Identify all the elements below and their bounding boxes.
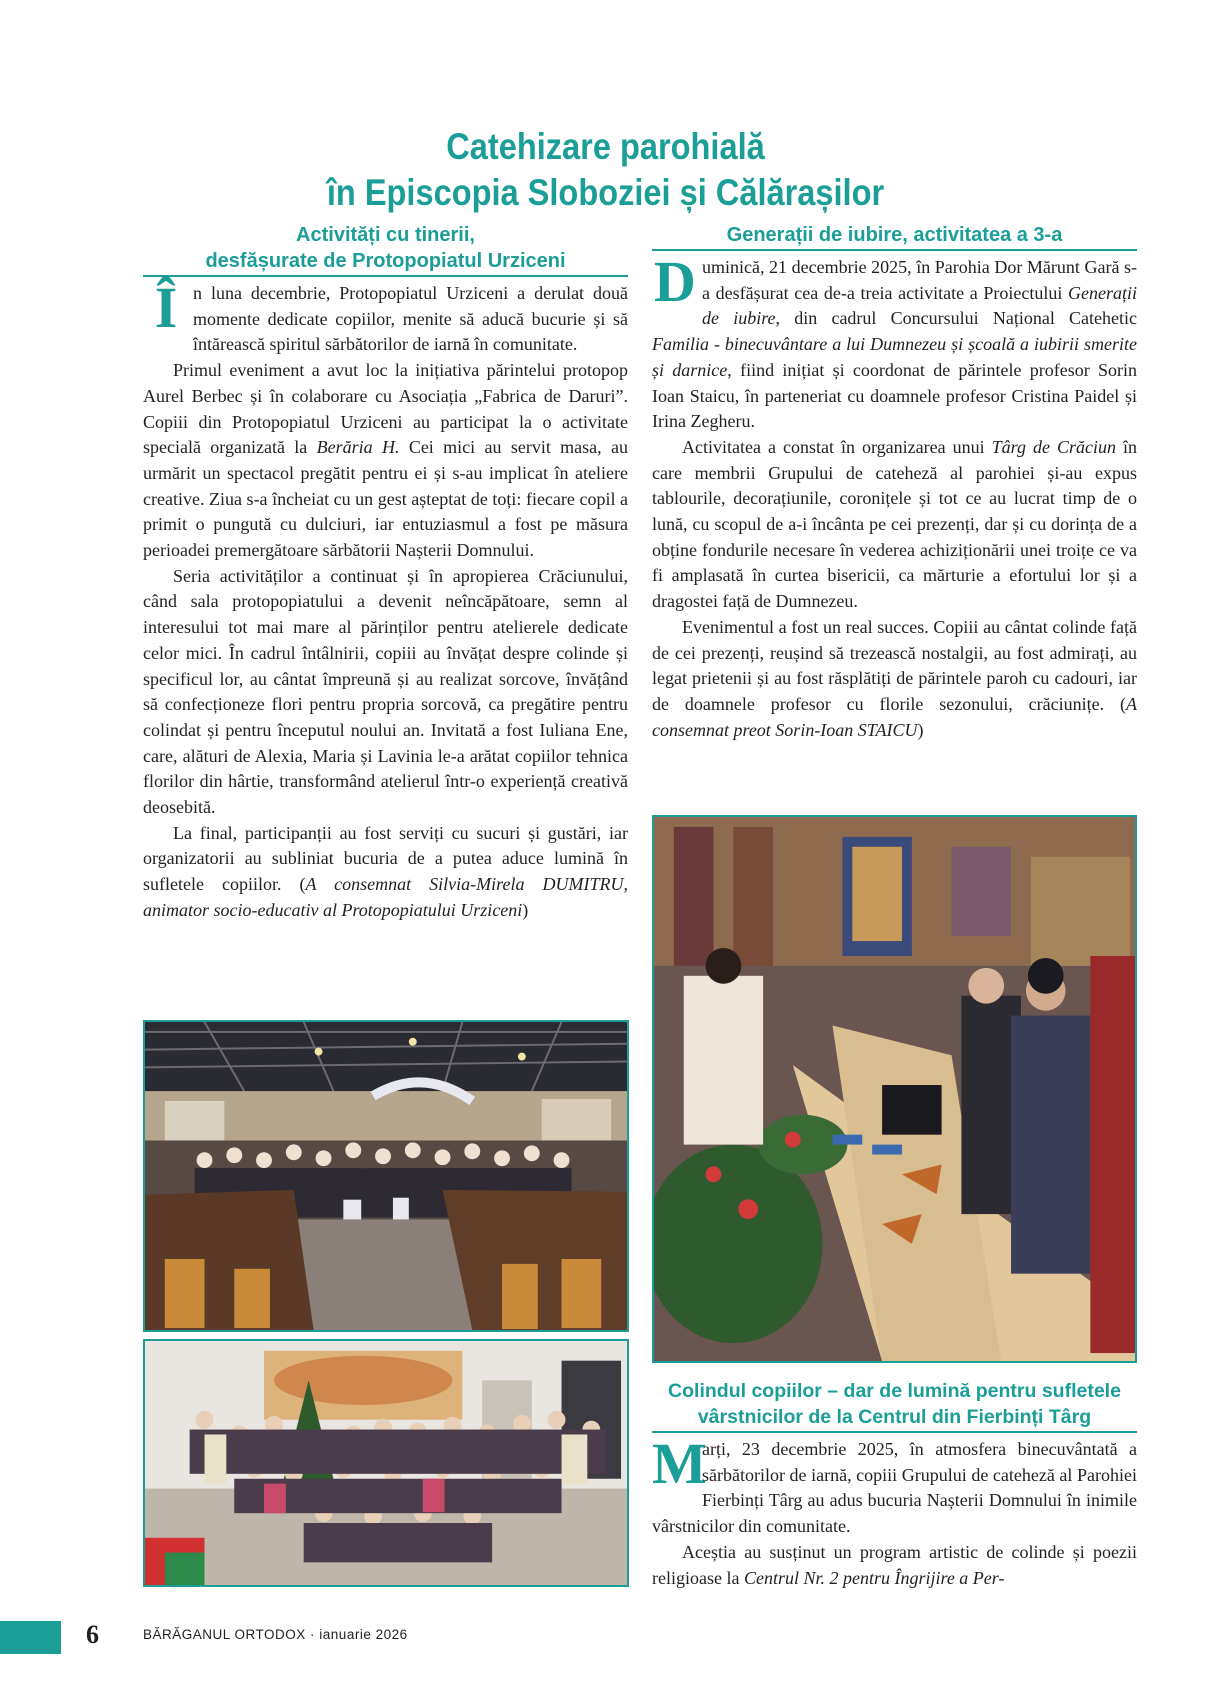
italic-text: Berăria H.: [316, 437, 400, 458]
dropcap: D: [654, 249, 696, 314]
page-number: 6: [86, 1620, 99, 1649]
paragraph-text: Evenimentul a fost un real succes. Copiii au cântat colinde față de cei prezenți, reușind să trezească nostalgii, au fost admirați, au legat prietenii și au fost răsplătiți de părintele paroh cu cadouri, iar de doamnele profesor cu florile sezonului, crăciunițe. (: [652, 616, 1137, 714]
paragraph-text: în care membrii Grupului de cateheză al parohiei și-au expus tablourile, decorațiunile, coronițele și tot ce au lucrat timp de o lună, cu scopul de a-i încânta pe cei prezenți, dar și cu dorința de a obține fondurile necesare în vederea achiziționării unei troițe ce va fi amplasată în curtea bisericii, ca mărturie a efortului lor și a dragostei față de Dumnezeu.: [652, 436, 1137, 612]
italic-text: Familia - binecuvântare a lui Dumnezeu și școală a iubirii smerite și darnice: [652, 334, 1137, 380]
heading-line: vârstnicilor de la Centrul din Fierbinți Târg: [697, 1406, 1092, 1428]
heading-line: Colindul copiilor – dar de lumină pentru sufletele: [668, 1380, 1121, 1402]
dropcap: M: [652, 1431, 707, 1496]
publication-name: BĂRĂGANUL ORTODOX: [143, 1627, 306, 1642]
paragraph: [143, 275, 628, 358]
photo-protopopiat-image: [145, 1341, 627, 1585]
heading-line: Activități cu tinerii,: [296, 224, 475, 246]
heading-line: desfășurate de Protopopiatul Urziceni: [205, 250, 566, 272]
paragraph-text: ): [917, 719, 924, 740]
paragraph-text: Cei mici au servit masa, au urmărit un spectacol pregătit pentru ei și s-au implicat în ateliere creative. Ziua s-a încheiat cu un gest așteptat de toți: fiecare copil a primit o pungută cu dulciuri, iar entuziasmul a fost pe măsura perioadei premergătoare sărbătorii Nașterii Domnului.: [143, 437, 628, 561]
paragraph-text: arți, 23 decembrie 2025, în atmosfera binecuvântată a sărbătorilor de iarnă, copiii Grupului de cateheză al Parohiei Fierbinți Târg au adus bucuria Nașterii Domnului în inimile vârstnicilor din comunitate.: [652, 1439, 1137, 1537]
paragraph-text: Activitatea a constat în organizarea unui: [682, 436, 992, 457]
italic-text: Târg de Crăciun: [991, 436, 1116, 457]
photo-beraria-image: [145, 1022, 627, 1330]
publication-issue: · ianuarie 2026: [305, 1627, 408, 1642]
paragraph-text: Seria activităților a continuat și în apropierea Crăciunului, când sala protopopiatului a devenit neîncăpătoare, semn al interesului tot mai mare al părinților pentru atelierele dedicate celor mici. În cadrul întâlnirii, copiii au învățat despre colinde și specificul lor, au cântat împreună și au realizat sorcove, învățând să confecționeze flori pentru propria sorcovă, ca pregătire pentru colindat și pentru începutul noului an. Invitată a fost Iuliana Ene, care, alături de Alexia, Maria și Lavinia le-a arătat copiilor tehnica florilor din hârtie, transformând atelierul într-o experiență creativă deosebită.: [143, 565, 628, 818]
paragraph-text: Aceștia au susținut un program artistic de colinde și poezii religioase la: [652, 1541, 1137, 1588]
paragraph: [143, 358, 628, 564]
paragraph: [652, 1540, 1137, 1591]
italic-text: Centrul Nr. 2 pentru Îngrijire a Per-: [743, 1567, 1005, 1588]
section-heading-urziceni: [143, 222, 628, 277]
page-title: [73, 124, 1139, 216]
footer-accent-bar: [0, 1621, 61, 1654]
paragraph: [652, 249, 1137, 435]
paragraph-text: , fiind inițiat și coordonat de părintele profesor Sorin Ioan Staicu, în parteneriat cu doamnele profesor Cristina Paidel și Irina Zegheru.: [652, 359, 1137, 432]
paragraph-text: ): [522, 899, 529, 920]
article-body: [652, 249, 1137, 743]
paragraph-text: uminică, 21 decembrie 2025, în Parohia Dor Mărunt Gară s-a desfășurat cea de-a treia activitate a Proiectului: [702, 257, 1137, 303]
article-colindul-copiilor: [652, 1378, 1137, 1591]
dropcap: Î: [154, 275, 178, 340]
photo-christmas-fair-image: [654, 817, 1135, 1361]
article-body: [143, 275, 628, 924]
italic-text: Generații de iubire: [702, 282, 1137, 329]
article-body: [652, 1431, 1137, 1591]
paragraph: [143, 564, 628, 821]
paragraph-text: La final, participanții au fost serviți cu sucuri și gustări, iar organizatorii au subliniat bucuria de a putea aduce lumină în sufletele copiilor. (: [143, 822, 628, 895]
paragraph-text: , din cadrul Concursului Național Catehetic: [775, 308, 1137, 329]
title-line-1: Catehizare parohială: [446, 126, 765, 167]
paragraph-text: Primul eveniment a avut loc la inițiativa părintelui protopop Aurel Berbec și în colaborare cu Asociația „Fabrica de Daruri”. Copiii din Protopopiatul Urziceni au participat la o activitate specială organizată la: [143, 360, 628, 458]
paragraph: [143, 821, 628, 924]
paragraph: [652, 1431, 1137, 1540]
paragraph-text: n luna decembrie, Protopopiatul Urziceni a derulat două momente dedicate copiilor, menite să aducă bucurie și să întărească spiritul sărbătorilor de iarnă în comunitate.: [193, 283, 628, 355]
photo-beraria-group: [143, 1020, 629, 1332]
paragraph: [652, 435, 1137, 615]
photo-christmas-fair: [652, 815, 1137, 1363]
section-heading-colindul: [652, 1378, 1137, 1433]
author-credit: A consemnat Silvia-Mirela DUMITRU, animator socio-educativ al Protopopiatului Urziceni: [143, 874, 628, 920]
section-heading-generatii: Generații de iubire, activitatea a 3-a: [652, 222, 1137, 251]
photo-protopopiat-group: [143, 1339, 629, 1587]
paragraph: [652, 615, 1137, 744]
footer-publication: [143, 1627, 408, 1642]
article-generatii-de-iubire: [652, 222, 1137, 743]
title-line-2: în Episcopia Sloboziei și Călărașilor: [326, 172, 885, 213]
author-credit: A consemnat preot Sorin-Ioan STAICU: [652, 693, 1137, 740]
article-urziceni: [143, 222, 628, 924]
